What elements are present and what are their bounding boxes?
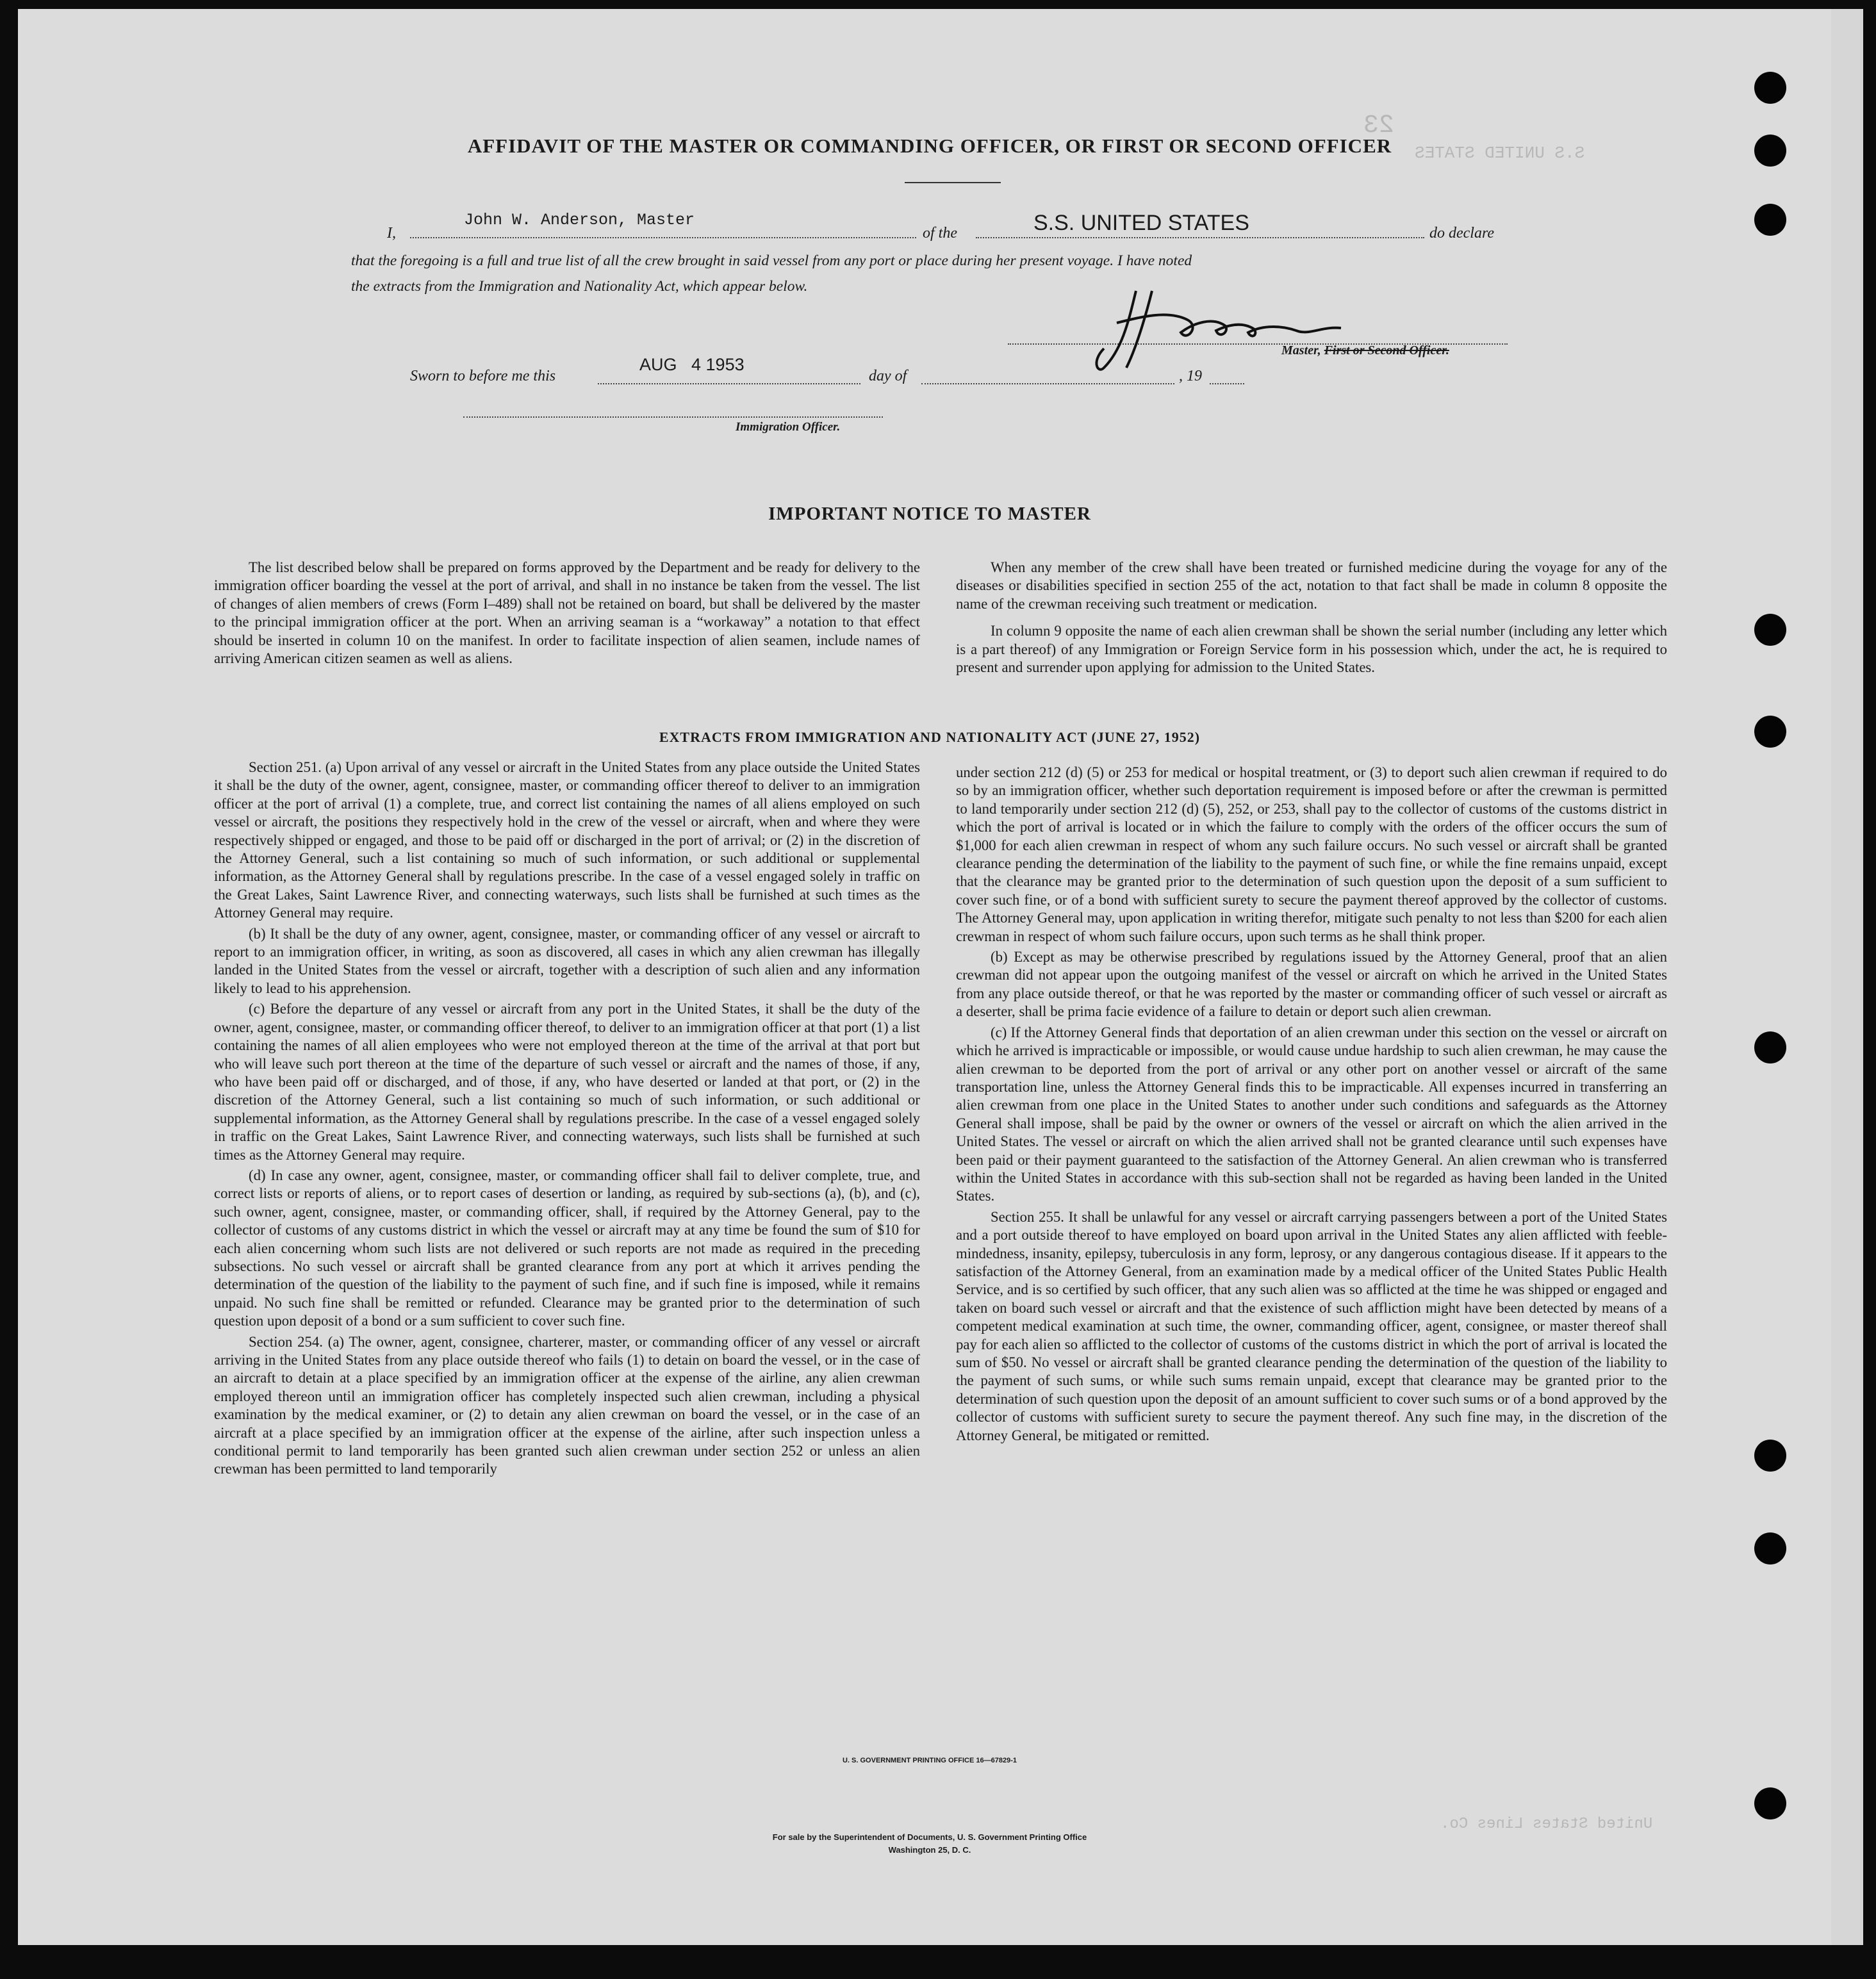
punch-hole [1754,1787,1786,1819]
section-251-d: (d) In case any owner, agent, consignee, master, or commanding officer shall fail to deliver complete, true, and correct lists or reports of aliens, or to report cases of desertion or landing, as required by sub-sections (a), (b), and (c), such owner, agent, consignee, master, or commanding officer, shall, if required by the Attorney General, pay to the collector of customs of any customs district in which the vessel or aircraft may at any time be found the sum of $10 for each alien concerning whom such lists are not delivered or such reports are not made as required in the preceding subsections. No such vessel or aircraft shall be granted clearance from any port at which it arrives pending the determination of the question of the liability to the payment of such fine, and if such fine is imposed, while it remains unpaid. No such fine shall be remitted or refunded. Clearance may be granted prior to the determination of such question upon deposit of a bond or a sum sufficient to cover such fine. [214,1167,920,1329]
affidavit-heading: AFFIDAVIT OF THE MASTER OR COMMANDING OFFICER, OR FIRST OR SECOND OFFICER [467,135,1392,157]
section-254-a: Section 254. (a) The owner, agent, consignee, charterer, master, or commanding officer of any vessel or aircraft arriving in the United States from any place outside thereof who fails (1) to detain on board the vessel, or in the case of an aircraft to detain at a place specified by an immigration officer at the expense of the airline, any alien crewman employed thereon until an immigration officer has completely inspected such alien crewman, including a physical examination by the medical examiner, or (2) to detain any alien crewman on board the vessel, or in the case of an aircraft at a place specified by an immigration officer at the expense of the airline, after such inspection unless a conditional permit to land temporarily has been granted such alien crewman under section 252 or unless an alien crewman has been permitted to land temporarily [214,1333,920,1477]
master-name-value: John W. Anderson, Master [464,211,695,229]
extracts-heading: EXTRACTS FROM IMMIGRATION AND NATIONALITY ACT (JUNE 27, 1952) [659,729,1201,745]
document-page [18,9,1841,1945]
notice-right-paragraph-2: In column 9 opposite the name of each alien crewman shall be shown the serial number (including any letter which is a part thereof) of any Immigration or Foreign Service form in his possession which, under the act, he is required to present and surrender upon applying for admission to the United States. [956,623,1667,676]
gpo-line: U. S. GOVERNMENT PRINTING OFFICE 16—67829-1 [842,1757,1017,1764]
notice-right-paragraph-1: When any member of the crew shall have been treated or furnished medicine during the voyage for any of the diseases or disabilities specified in section 255 of the act, notation to that fact shall be made in column 8 opposite the name of the crewman receiving such treatment or medication. [956,559,1667,612]
signature-caption-master: Master, [1281,343,1321,357]
section-254-b: (b) Except as may be otherwise prescribed by regulations issued by the Attorney General, proof that an alien crewman did not appear upon the outgoing manifest of the vessel or aircraft on which he arrived in the United States from any place outside thereof, or that he was reported by the master or commanding officer of such vessel or aircraft as a deserter, shall be prima facie evidence of a failure to detain or deport such alien crewman. [956,949,1667,1020]
section-251-b: (b) It shall be the duty of any owner, agent, consignee, master, or commanding officer of any vessel or aircraft to report to an immigration officer, in writing, as soon as discovered, all cases in which any alien crewman has illegally landed in the United States from the vessel or aircraft, together with a description of such alien and any information likely to lead to his apprehension. [214,925,920,996]
bleed-through-text: United States Lines Co. [1440,1816,1653,1833]
master-name-field[interactable] [410,208,916,238]
section-254-c: (c) If the Attorney General finds that deportation of an alien crewman under this section on the vessel or aircraft on which he arrived is impracticable or impossible, or would cause undue hardship to such alien crewman, he may cause the alien crewman to be deported from the port of arrival or any other port on another vessel or aircraft of the same transportation line, unless the Attorney General finds this to be impracticable. All expenses incurred in transferring an alien crewman from one place in the United States to another under such conditions and safeguards as the Attorney General shall impose, shall be paid by the owner or owners of the vessel or aircraft on which the alien arrived in the United States. The vessel or aircraft on which the alien arrived shall not be granted clearance until such expenses have been paid or their payment guaranteed to the satisfaction of the Attorney General. An alien crewman who is transferred within the United States in accordance with this sub-section shall not be regarded as having been landed in the United States. [956,1024,1667,1204]
notice-right-column [956,559,1667,679]
binder-edge [1831,9,1863,1945]
punch-hole [1754,204,1786,236]
notice-left-column [214,559,920,670]
bleed-through-text: 23 [1363,111,1395,140]
day-of-label: day of [869,368,907,384]
punch-hole [1754,72,1786,104]
sworn-date-field[interactable] [598,355,860,384]
signature-caption [1281,343,1449,358]
i-label: I, [387,225,396,242]
section-251-a: Section 251. (a) Upon arrival of any vessel or aircraft in the United States from any place outside the United States it shall be the duty of the owner, agent, consignee, master, or commanding officer thereof to deliver to an immigration officer at the port of arrival (1) a complete, true, and correct list containing the names of all aliens employed on such vessel or aircraft, the positions they respectively hold in the crew of the vessel or aircraft, when and where they were respectively shipped or engaged, and those to be paid off or discharged in the port of arrival; or (2) in the discretion of the Attorney General, such a list containing so much of such information, or such additional or supplemental information, as the Attorney General shall by regulations prescribe. In the case of a vessel engaged solely in traffic on the Great Lakes, Saint Lawrence River, and connecting waterways, such lists shall be furnished at such times as the Attorney General may require. [214,759,920,921]
do-declare-label: do declare [1429,225,1495,242]
year-prefix: , 19 [1179,368,1202,384]
bleed-through-text: S.S UNITED STATES [1415,144,1585,163]
section-255: Section 255. It shall be unlawful for any vessel or aircraft carrying passengers between a port of the United States and a port outside thereof to have employed on board upon arrival in the United States any alien afflicted with feeble-mindedness, insanity, epilepsy, tuberculosis in any form, leprosy, or any dangerous contagious disease. If it appears to the satisfaction of the Attorney General, from an examination made by a medical officer of the United States Public Health Service, and is so certified by such officer, that any such alien was so afflicted at the time he was shipped or engaged and taken on board such vessel or aircraft and that the existence of such affliction might have been detected by means of a competent medical examination at such time, the owner, commanding officer, agent, consignee, or master thereof shall pay for each alien so afflicted to the collector of customs of the customs district in which the port of arrival is located the sum of $50. No vessel or aircraft shall be granted clearance pending the determination of the question of the liability to the payment of such sums, or while such sums remain unpaid, except that clearance may be granted prior to the determination of such question upon the deposit of an amount sufficient to cover such sums or of a bond approved by the collector of customs with sufficient surety to secure the payment thereof. Any such fine may, in the discretion of the Attorney General, be mitigated or remitted. [956,1208,1667,1443]
notice-left-paragraph: The list described below shall be prepared on forms approved by the Department and be ready for delivery to the immigration officer boarding the vessel at the port of arrival, and shall in no instance be taken from the vessel. The list of changes of alien members of crews (Form I–489) shall not be retained on board, but shall be delivered by the master to the principal immigration officer at the port. When an arriving seaman is a “workaway” a notation to that effect should be inserted in column 10 on the manifest. In order to facilitate inspection of alien seamen, include names of arriving American citizen seamen as well as aliens. [214,559,920,667]
extracts-left-column [214,759,920,1481]
month-field[interactable] [921,355,1174,384]
section-254-a-continued: under section 212 (d) (5) or 253 for medical or hospital treatment, or (3) to deport such alien crewman if required to do so by an immigration officer, whether such deportation requirement is imposed before or after the crewman is permitted to land temporarily under section 212 (d) (5), 252, or 253, shall pay to the collector of customs of the customs district in which the port of arrival is located or in which the failure to comply with the orders of the officer occurs the sum of $1,000 for each alien crewman in respect of whom any such failure occurs. No such vessel or aircraft shall be granted clearance pending the determination of the liability to the payment of such fine, or while the fine remains unpaid, except that the clearance may be granted prior to the determination of such question upon the deposit of a sum sufficient to cover such fine, or of a bond with sufficient surety to secure the payment thereof approved by the collector of customs. The Attorney General may, upon application in writing therefor, mitigate such penalty to not less than $200 for each alien crewman in respect of whom such failure occurs, upon such terms as he shall think proper. [956,764,1667,944]
declaration-line-1: that the foregoing is a full and true list of all the crew brought in said vessel from any port or place during her present voyage. I have noted [351,252,1192,269]
punch-hole [1754,716,1786,748]
sale-line-1: For sale by the Superintendent of Documents, U. S. Government Printing Office [772,1832,1087,1842]
vessel-name-value: S.S. UNITED STATES [1033,211,1249,235]
extracts-right-column [956,764,1667,1447]
notice-heading: IMPORTANT NOTICE TO MASTER [768,504,1091,524]
of-the-label: of the [923,225,957,242]
declaration-line-2: the extracts from the Immigration and Nationality Act, which appear below. [351,278,808,295]
immigration-officer-signature-field[interactable] [463,393,883,418]
sworn-label: Sworn to before me this [410,368,556,384]
section-251-c: (c) Before the departure of any vessel or aircraft from any port in the United States, it shall be the duty of the owner, agent, consignee, master, or commanding officer thereof, to deliver to an immigration officer at that port (1) a list containing the names of all alien employees who were not employed thereon at the time of the arrival at that port but who will leave such port thereon at the time of the departure of such vessel or aircraft and the names of those, if any, who have been paid off or discharged, and of those, if any, who have deserted or landed at that port, or (2) in the discretion of the Attorney General, such a list containing so much of such information, or such additional or supplemental information, as the Attorney General shall by regulations prescribe. In the case of a vessel engaged solely in traffic on the Great Lakes, Saint Lawrence River, and connecting waterways, such lists shall be furnished at such times as the Attorney General may require. [214,1001,920,1163]
signature-field[interactable] [1008,284,1508,345]
punch-hole [1754,135,1786,167]
sale-line-2: Washington 25, D. C. [888,1845,971,1855]
vessel-name-field[interactable] [976,208,1424,238]
punch-hole [1754,1440,1786,1472]
heading-rule [905,182,1001,183]
year-field[interactable] [1210,355,1244,384]
punch-hole [1754,1532,1786,1564]
punch-hole [1754,614,1786,646]
immigration-officer-caption: Immigration Officer. [736,420,841,434]
sworn-date-stamp: AUG 4 1953 [639,355,745,374]
signature-caption-struck: First or Second Officer. [1324,343,1449,357]
punch-hole [1754,1031,1786,1063]
